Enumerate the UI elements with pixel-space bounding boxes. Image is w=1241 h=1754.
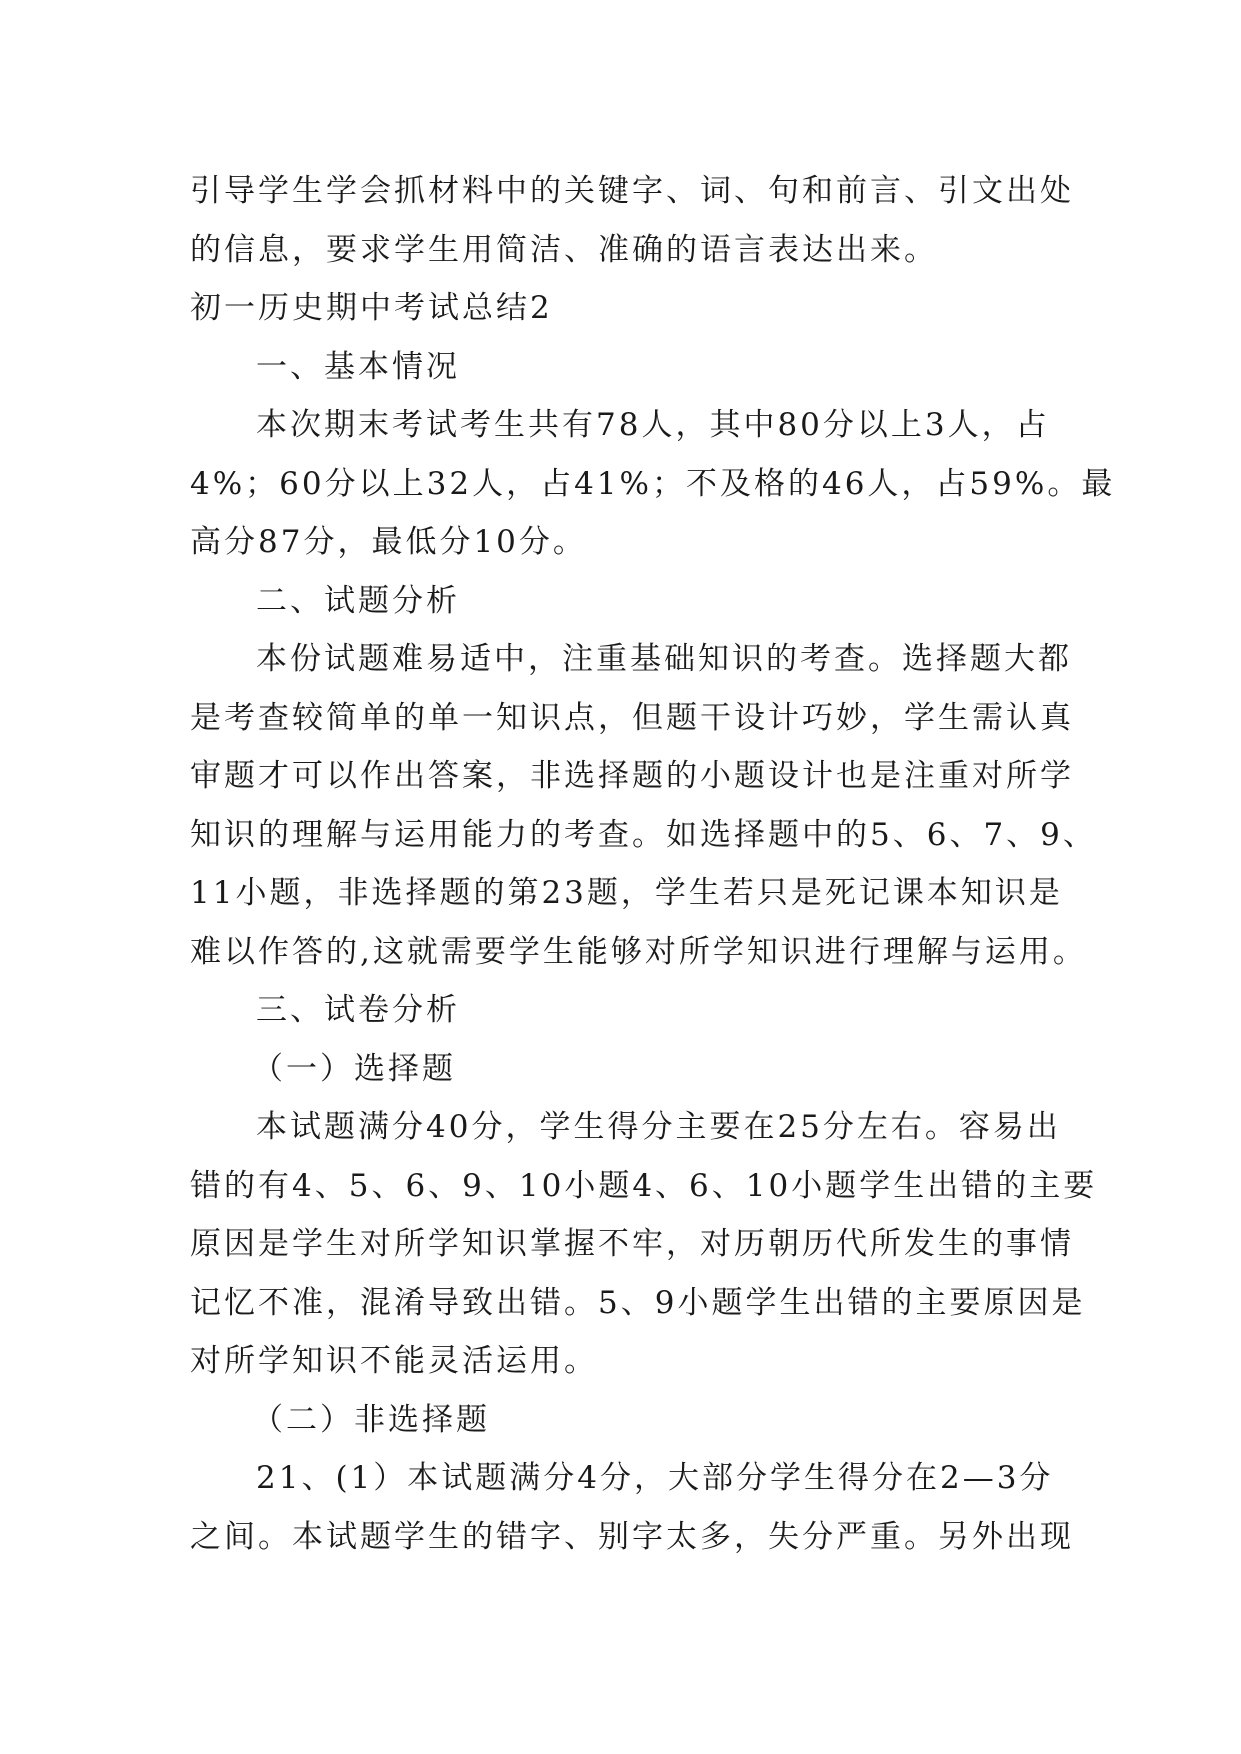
paragraph-line: 知识的理解与运用能力的考查。如选择题中的5、6、7、9、 xyxy=(190,816,1097,853)
paragraph-line: 记忆不准，混淆导致出错。5、9小题学生出错的主要原因是 xyxy=(190,1284,1086,1321)
subsection-heading: （一）选择题 xyxy=(252,1050,456,1087)
paragraph-line: 是考查较简单的单一知识点，但题干设计巧妙，学生需认真 xyxy=(190,699,1074,736)
subsection-heading: （二）非选择题 xyxy=(252,1401,490,1438)
paragraph-line: 4%；60分以上32人，占41%；不及格的46人，占59%。最 xyxy=(190,465,1116,502)
section-heading: 一、基本情况 xyxy=(256,348,460,385)
paragraph-line: 本份试题难易适中，注重基础知识的考查。选择题大都 xyxy=(256,641,1072,677)
paragraph-line: 本试题满分40分，学生得分主要在25分左右。容易出 xyxy=(256,1109,1061,1145)
paragraph-line: 对所学知识不能灵活运用。 xyxy=(190,1343,598,1379)
paragraph-line: 引导学生学会抓材料中的关键字、词、句和前言、引文出处 xyxy=(190,173,1074,209)
paragraph-line: 难以作答的,这就需要学生能够对所学知识进行理解与运用。 xyxy=(190,933,1087,970)
paragraph-line: 本次期末考试考生共有78人，其中80分以上3人，占 xyxy=(256,407,1050,443)
document-body xyxy=(190,162,1116,1566)
paragraph-line: 错的有4、5、6、9、10小题4、6、10小题学生出错的主要 xyxy=(190,1167,1098,1204)
paragraph-line: 高分87分，最低分10分。 xyxy=(190,524,587,560)
paragraph-line: 21、(1）本试题满分4分，大部分学生得分在2—3分 xyxy=(256,1460,1054,1496)
section-heading: 三、试卷分析 xyxy=(256,992,460,1028)
paragraph-line: 之间。本试题学生的错字、别字太多，失分严重。另外出现 xyxy=(190,1518,1074,1555)
section-title: 初一历史期中考试总结2 xyxy=(190,290,553,326)
section-heading: 二、试题分析 xyxy=(256,582,460,619)
paragraph-line: 的信息，要求学生用简洁、准确的语言表达出来。 xyxy=(190,231,938,268)
paragraph-line: 审题才可以作出答案，非选择题的小题设计也是注重对所学 xyxy=(190,758,1074,794)
paragraph-line: 11小题，非选择题的第23题，学生若只是死记课本知识是 xyxy=(190,875,1063,911)
paragraph-line: 原因是学生对所学知识掌握不牢，对历朝历代所发生的事情 xyxy=(190,1226,1074,1262)
